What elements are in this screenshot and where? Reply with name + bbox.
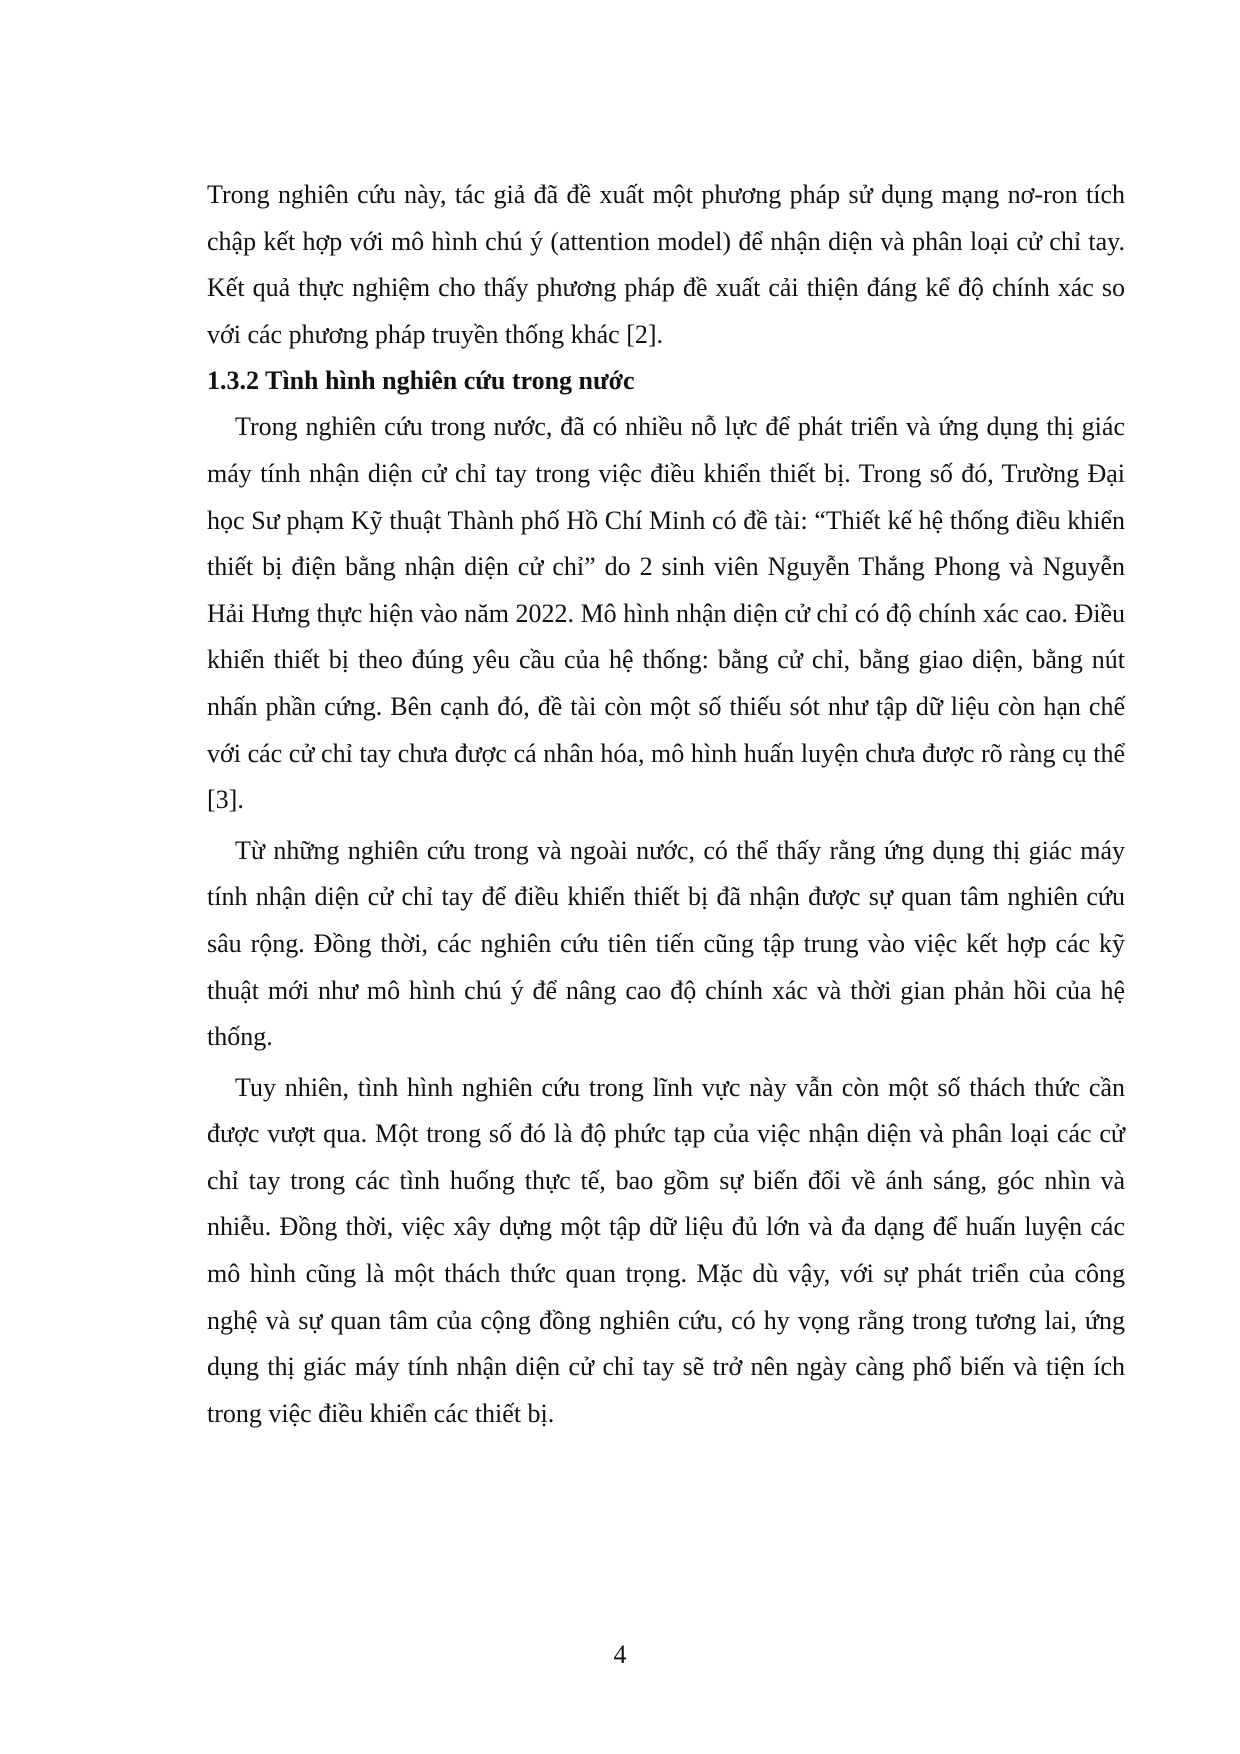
paragraph-attention-model: Trong nghiên cứu này, tác giả đã đề xuất một phương pháp sử dụng mạng nơ-ron tích chập kết hợp với mô hình chú ý (attention model) để nhận diện và phân loại cử chỉ tay. Kết quả thực nghiệm cho thấy phương pháp đề xuất cải thiện đáng kể độ chính xác so với các phương pháp truyền thống khác [2]. bbox=[207, 180, 1125, 349]
paragraph-domestic-research: Trong nghiên cứu trong nước, đã có nhiều nỗ lực để phát triển và ứng dụng thị giác máy tính nhận diện cử chỉ tay trong việc điều khiển thiết bị. Trong số đó, Trường Đại học Sư phạm Kỹ thuật Thành phố Hồ Chí Minh có đề tài: “Thiết kế hệ thống điều khiển thiết bị điện bằng nhận diện cử chỉ” do 2 sinh viên Nguyễn Thắng Phong và Nguyễn Hải Hưng thực hiện vào năm 2022. Mô hình nhận diện cử chỉ có độ chính xác cao. Điều khiển thiết bị theo đúng yêu cầu của hệ thống: bằng cử chỉ, bằng giao diện, bằng nút nhấn phần cứng. Bên cạnh đó, đề tài còn một số thiếu sót như tập dữ liệu còn hạn chế với các cử chỉ tay chưa được cá nhân hóa, mô hình huấn luyện chưa được rõ ràng cụ thể [3]. bbox=[207, 412, 1125, 815]
paragraph-summary: Từ những nghiên cứu trong và ngoài nước, có thể thấy rằng ứng dụng thị giác máy tính nhận diện cử chỉ tay để điều khiển thiết bị đã nhận được sự quan tâm nghiên cứu sâu rộng. Đồng thời, các nghiên cứu tiên tiến cũng tập trung vào việc kết hợp các kỹ thuật mới như mô hình chú ý để nâng cao độ chính xác và thời gian phản hồi của hệ thống. bbox=[207, 835, 1125, 1052]
page-number: 4 bbox=[613, 1640, 627, 1669]
paragraph-challenges: Tuy nhiên, tình hình nghiên cứu trong lĩnh vực này vẫn còn một số thách thức cần được vượt qua. Một trong số đó là độ phức tạp của việc nhận diện và phân loại các cử chỉ tay trong các tình huống thực tế, bao gồm sự biến đổi về ánh sáng, góc nhìn và nhiễu. Đồng thời, việc xây dựng một tập dữ liệu đủ lớn và đa dạng để huấn luyện các mô hình cũng là một thách thức quan trọng. Mặc dù vậy, với sự phát triển của công nghệ và sự quan tâm của cộng đồng nghiên cứu, có hy vọng rằng trong tương lai, ứng dụng thị giác máy tính nhận diện cử chỉ tay sẽ trở nên ngày càng phổ biến và tiện ích trong việc điều khiển các thiết bị. bbox=[207, 1072, 1125, 1428]
section-heading: 1.3.2 Tình hình nghiên cứu trong nước bbox=[207, 366, 635, 396]
page-body bbox=[207, 172, 1125, 1437]
